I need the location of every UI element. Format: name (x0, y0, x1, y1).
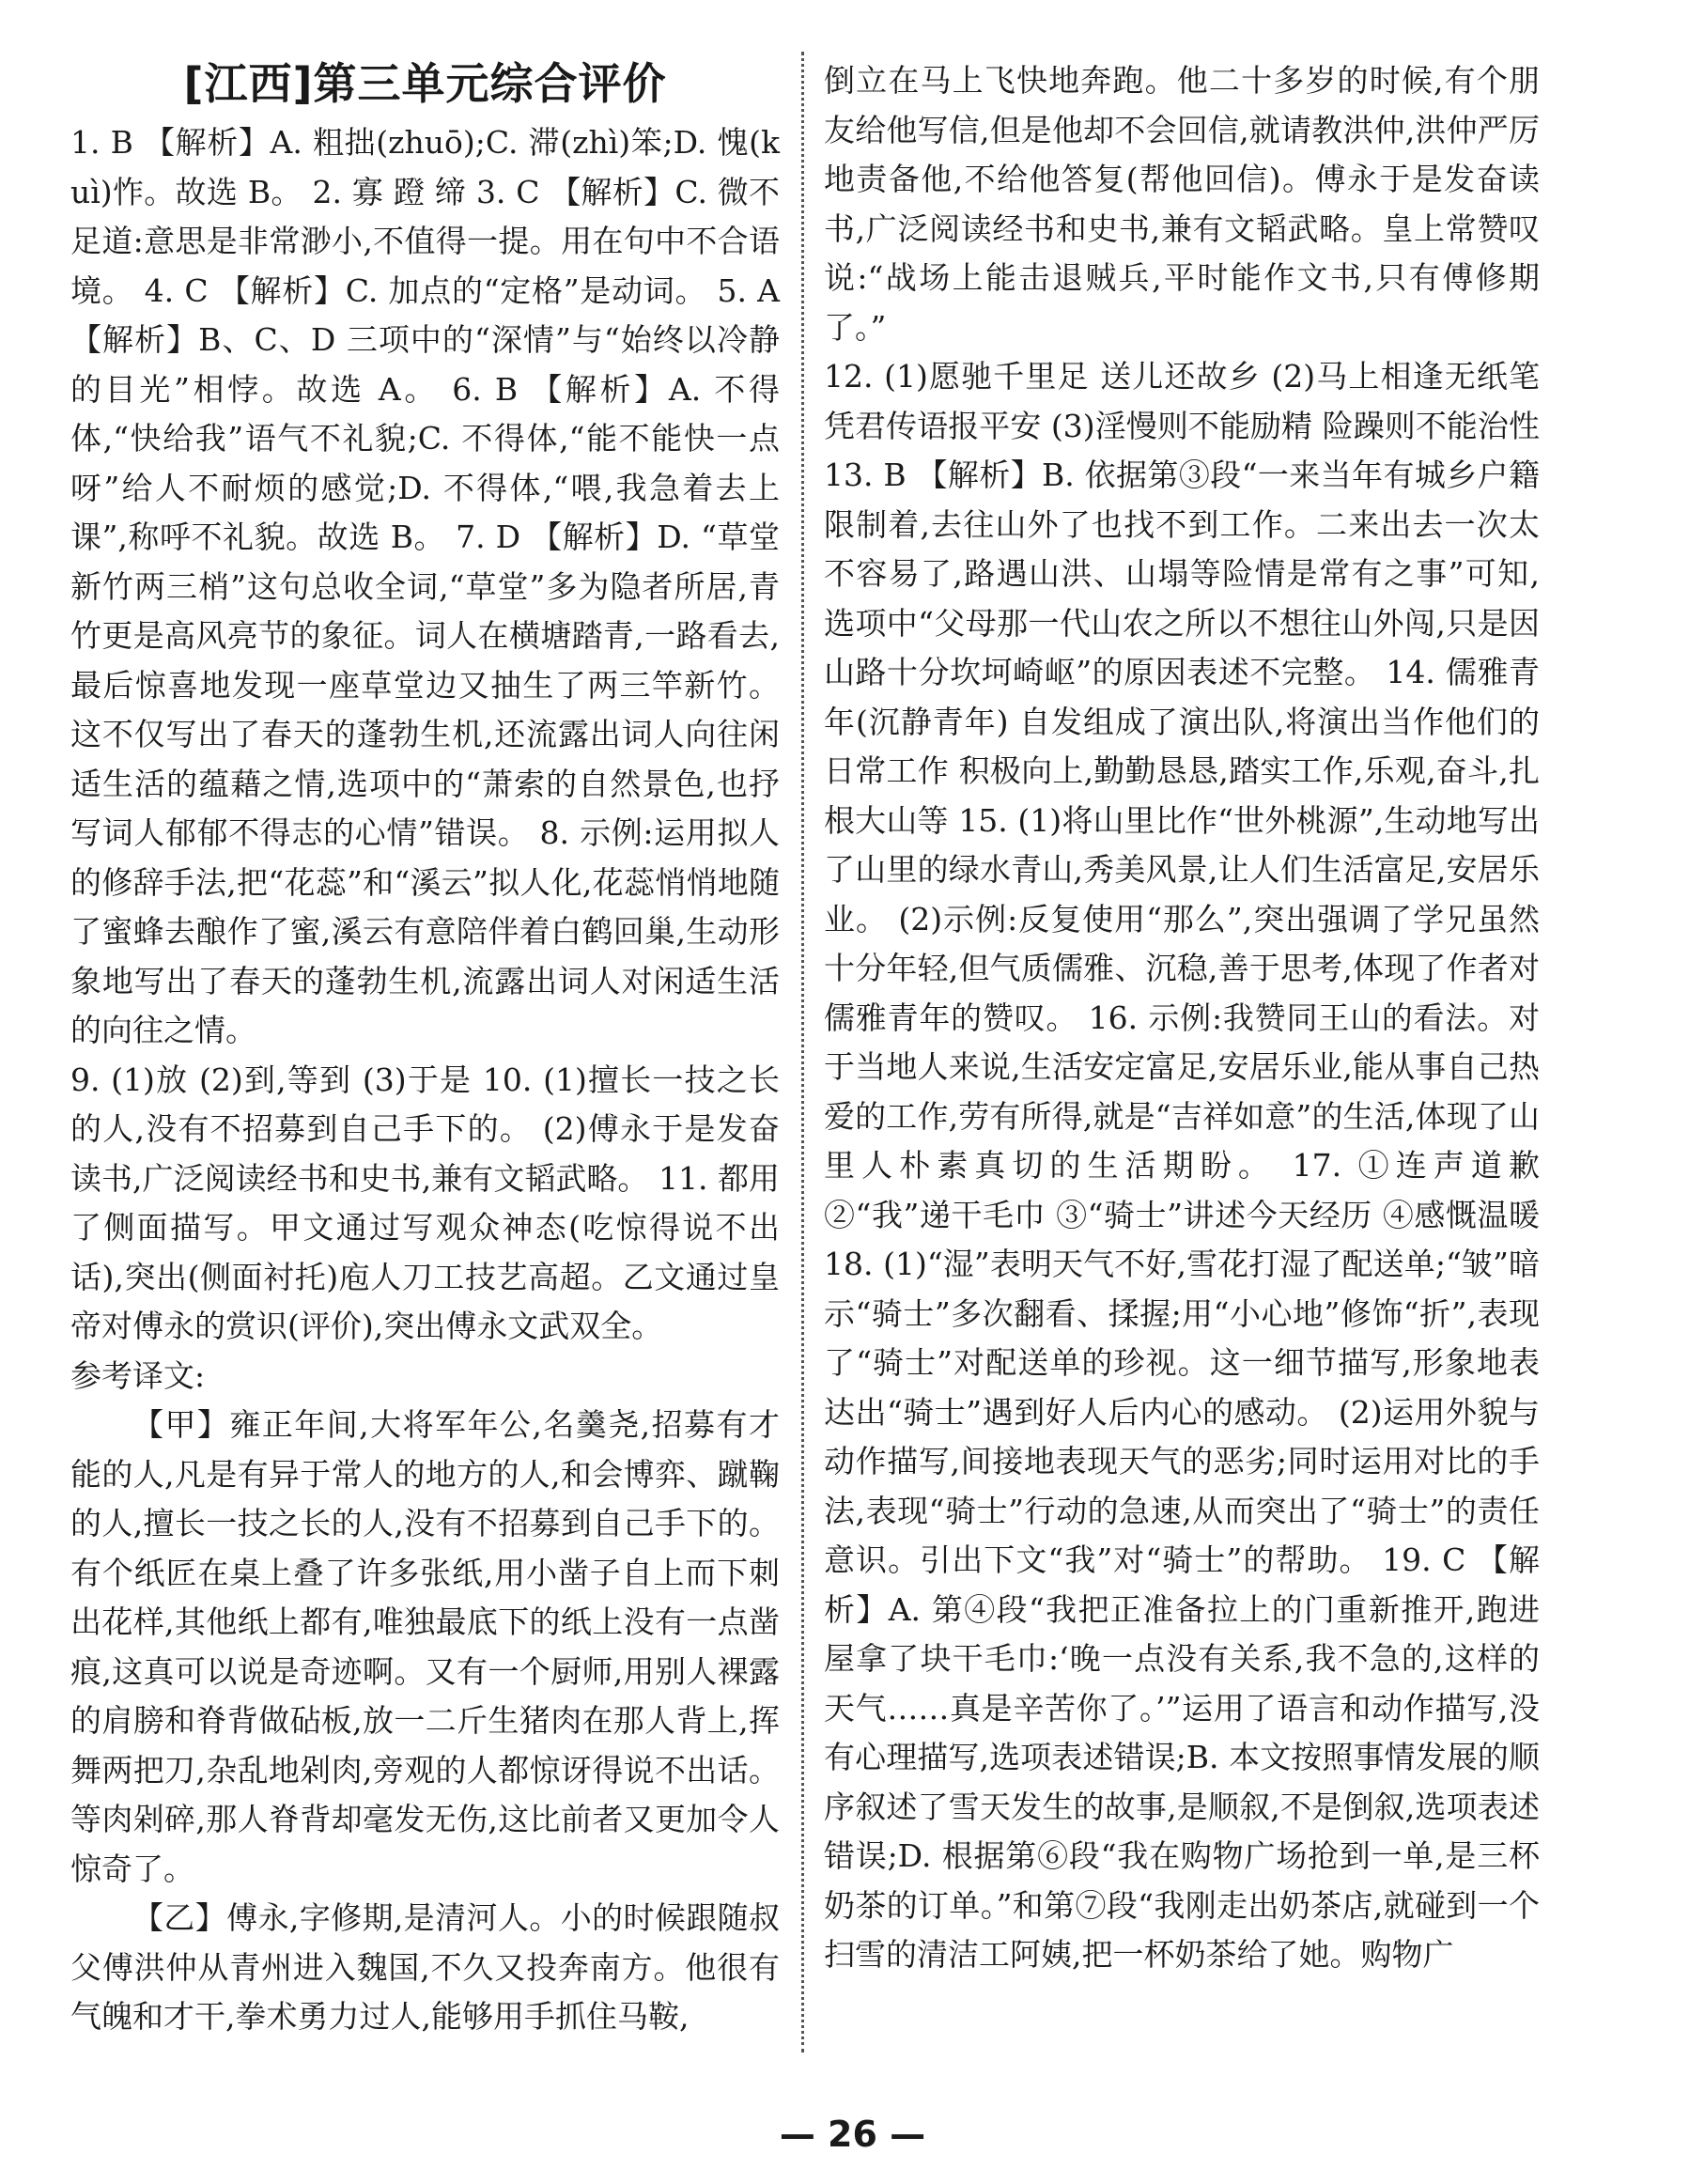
translation-yi-continued: 倒立在马上飞快地奔跑。他二十多岁的时候,有个朋友给他写信,但是他却不会回信,就请教洪仲,洪仲严厉地责备他,不给他答复(帮他回信)。傅永于是发奋读书,广泛阅读经书和史书,兼有文韬武略。皇上常赞叹说:“战场上能击退贼兵,平时能作文书,只有傅修期了。” (824, 62, 1540, 346)
page-title: [江西]第三单元综合评价 (183, 58, 667, 109)
column-divider (801, 52, 804, 2052)
right-column (824, 56, 1540, 1980)
translation-heading: 参考译文: (70, 1356, 206, 1394)
answer-block-1: 1. B 【解析】A. 粗拙(zhuō);C. 滞(zhì)笨;D. 愧(kuì)怍。故选 B。 2. 寡 蹬 缔 3. C 【解析】C. 微不足道:意思是非常渺小,不值得一提。用在句中不合语境。 4. C 【解析】C. 加点的“定格”是动词。 5. A 【解析】B、C、D 三项中的“深情”与“始终以冷静的目光”相悖。故选 A。 6. B 【解析】A. 不得体,“快给我”语气不礼貌;C. 不得体,“能不能快一点呀”给人不耐烦的感觉;D. 不得体,“喂,我急着去上课”,称呼不礼貌。故选 B。 7. D 【解析】D. “草堂新竹两三梢”这句总收全词,“草堂”多为隐者所居,青竹更是高风亮节的象征。词人在横塘踏青,一路看去,最后惊喜地发现一座草堂边又抽生了两三竿新竹。这不仅写出了春天的蓬勃生机,还流露出词人向往闲适生活的蕴藉之情,选项中的“萧索的自然景色,也抒写词人郁郁不得志的心情”错误。 8. 示例:运用拟人的修辞手法,把“花蕊”和“溪云”拟人化,花蕊悄悄地随了蜜蜂去酿作了蜜,溪云有意陪伴着白鹤回巢,生动形象地写出了春天的蓬勃生机,流露出词人对闲适生活的向往之情。 (70, 124, 780, 1048)
translation-jia: 【甲】雍正年间,大将军年公,名羹尧,招募有才能的人,凡是有异于常人的地方的人,和会博弈、蹴鞠的人,擅长一技之长的人,没有不招募到自己手下的。有个纸匠在桌上叠了许多张纸,用小凿子自上而下刺出花样,其他纸上都有,唯独最底下的纸上没有一点凿痕,这真可以说是奇迹啊。又有一个厨师,用别人裸露的肩膀和脊背做砧板,放一二斤生猪肉在那人背上,挥舞两把刀,杂乱地剁肉,旁观的人都惊讶得说不出话。等肉剁碎,那人脊背却毫发无伤,这比前者又更加令人惊奇了。 (70, 1406, 780, 1887)
answer-block-3: 12. (1)愿驰千里足 送儿还故乡 (2)马上相逢无纸笔 凭君传语报平安 (3)淫慢则不能励精 险躁则不能治性 13. B 【解析】B. 依据第③段“一来当年有城乡户籍限制着,去往山外了也找不到工作。二来出去一次太不容易了,路遇山洪、山塌等险情是常有之事”可知,选项中“父母那一代山农之所以不想往山外闯,只是因山路十分坎坷崎岖”的原因表述不完整。 14. 儒雅青年(沉静青年) 自发组成了演出队,将演出当作他们的日常工作 积极向上,勤勤恳恳,踏实工作,乐观,奋斗,扎根大山等 15. (1)将山里比作“世外桃源”,生动地写出了山里的绿水青山,秀美风景,让人们生活富足,安居乐业。 (2)示例:反复使用“那么”,突出强调了学兄虽然十分年轻,但气质儒雅、沉稳,善于思考,体现了作者对儒雅青年的赞叹。 16. 示例:我赞同王山的看法。对于当地人来说,生活安定富足,安居乐业,能从事自己热爱的工作,劳有所得,就是“吉祥如意”的生活,体现了山里人朴素真切的生活期盼。 17. ①连声道歉 ②“我”递干毛巾 ③“骑士”讲述今天经历 ④感慨温暖 18. (1)“湿”表明天气不好,雪花打湿了配送单;“皱”暗示“骑士”多次翻看、揉握;用“小心地”修饰“折”,表现了“骑士”对配送单的珍视。这一细节描写,形象地表达出“骑士”遇到好人后内心的感动。 (2)运用外貌与动作描写,间接地表现天气的恶劣;同时运用对比的手法,表现“骑士”行动的急速,从而突出了“骑士”的责任意识。引出下文“我”对“骑士”的帮助。 19. C 【解析】A. 第④段“我把正准备拉上的门重新推开,跑进屋拿了块干毛巾:‘晚一点没有关系,我不急的,这样的天气……真是辛苦你了。’”运用了语言和动作描写,没有心理描写,选项表述错误;B. 本文按照事情发展的顺序叙述了雪天发生的故事,是顺叙,不是倒叙,选项表述错误;D. 根据第⑥段“我在购物广场抢到一单,是三杯奶茶的订单。”和第⑦段“我刚走出奶茶店,就碰到一个扫雪的清洁工阿姨,把一杯奶茶给了她。购物广 (824, 358, 1540, 1973)
page-number: — 26 — (779, 2114, 926, 2155)
translation-yi: 【乙】傅永,字修期,是清河人。小的时候跟随叔父傅洪仲从青州进入魏国,不久又投奔南方。他很有气魄和才干,拳术勇力过人,能够用手抓住马鞍, (70, 1899, 780, 2035)
left-column (70, 58, 780, 2042)
answer-block-2: 9. (1)放 (2)到,等到 (3)于是 10. (1)擅长一技之长的人,没有不招募到自己手下的。 (2)傅永于是发奋读书,广泛阅读经书和史书,兼有文韬武略。 11. 都用了侧面描写。甲文通过写观众神态(吃惊得说不出话),突出(侧面衬托)庖人刀工技艺高超。乙文通过皇帝对傅永的赏识(评价),突出傅永文武双全。 (70, 1061, 780, 1344)
